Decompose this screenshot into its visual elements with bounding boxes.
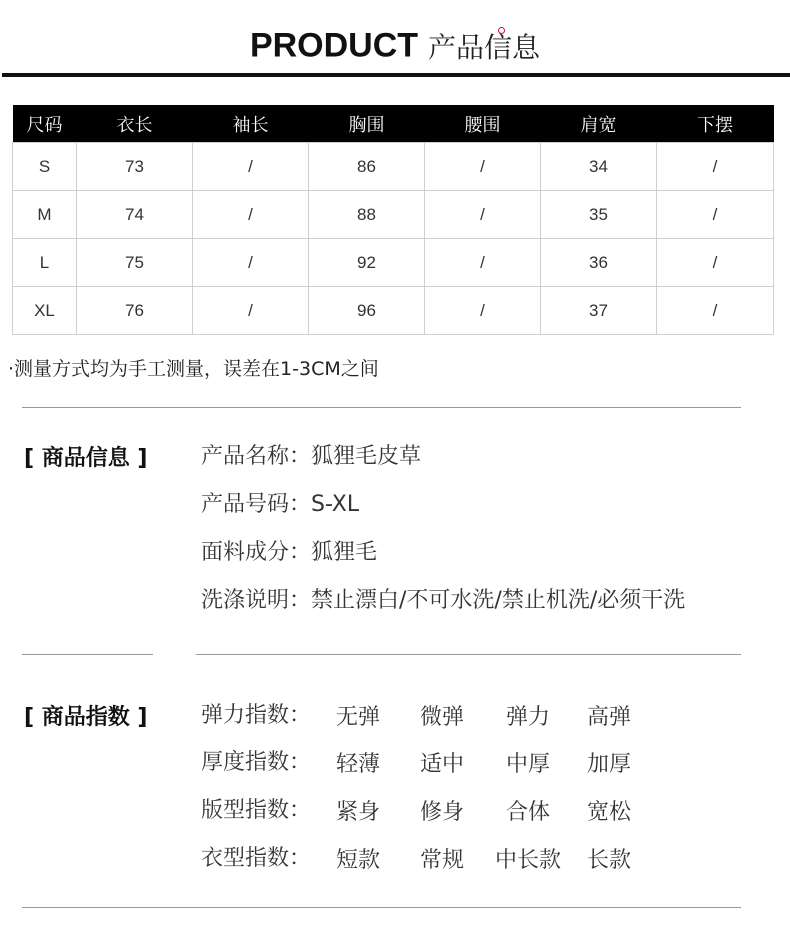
table-cell: /	[657, 239, 774, 287]
index-option: 适中	[420, 752, 465, 777]
index-option-selected: 中厚	[506, 747, 550, 778]
column-header: 肩宽	[541, 105, 657, 143]
info-washing: 洗涤说明：禁止漂白/不可水洗/禁止机洗/必须干洗	[201, 588, 686, 613]
index-option: 加厚	[587, 752, 632, 777]
table-cell: /	[425, 287, 541, 335]
page-title	[0, 26, 790, 66]
info-product-code: 产品号码：S-XL	[201, 492, 360, 517]
table-cell: S	[13, 143, 77, 191]
table-row	[13, 287, 774, 335]
index-label-fit: 版型指数：	[201, 798, 312, 823]
table-row	[13, 143, 774, 191]
table-cell: /	[657, 143, 774, 191]
column-header: 腰围	[425, 105, 541, 143]
table-cell: 37	[541, 287, 657, 335]
index-option-selected: 紧身	[336, 795, 380, 826]
index-option: 轻薄	[336, 752, 381, 777]
table-cell: /	[657, 287, 774, 335]
table-row	[13, 239, 774, 287]
column-header: 胸围	[309, 105, 425, 143]
column-header: 衣长	[77, 105, 193, 143]
title-accent-dot	[498, 27, 505, 34]
table-cell: 88	[309, 191, 425, 239]
table-cell: /	[657, 191, 774, 239]
title-english: PRODUCT	[249, 26, 419, 65]
product-info-label: [ 商品信息 ]	[24, 446, 148, 471]
index-label-elasticity: 弹力指数：	[201, 703, 312, 728]
index-option: 宽松	[587, 800, 632, 825]
table-cell: 76	[77, 287, 193, 335]
measurement-note: ·测量方式均为手工测量，误差在1-3CM之间	[8, 358, 379, 380]
table-cell: M	[13, 191, 77, 239]
info-product-name: 产品名称：狐狸毛皮草	[201, 444, 422, 469]
table-cell: 86	[309, 143, 425, 191]
index-option: 长款	[587, 848, 632, 873]
index-option: 微弹	[420, 705, 465, 730]
table-cell: 35	[541, 191, 657, 239]
table-cell: XL	[13, 287, 77, 335]
table-cell: 34	[541, 143, 657, 191]
table-cell: L	[13, 239, 77, 287]
index-option: 合体	[506, 800, 551, 825]
column-header: 尺码	[13, 105, 77, 143]
section-divider	[22, 407, 741, 408]
table-cell: 96	[309, 287, 425, 335]
table-cell: /	[193, 143, 309, 191]
index-label-thickness: 厚度指数：	[201, 750, 312, 775]
bottom-divider	[22, 907, 741, 908]
table-cell: 92	[309, 239, 425, 287]
size-table	[12, 105, 774, 335]
table-cell: /	[425, 143, 541, 191]
table-cell: /	[425, 239, 541, 287]
index-option: 弹力	[506, 705, 551, 730]
index-option: 修身	[420, 800, 465, 825]
index-option-selected: 中长款	[495, 843, 561, 874]
title-chinese-text: 产品信息	[428, 31, 541, 64]
table-cell: /	[193, 239, 309, 287]
table-cell: 75	[77, 239, 193, 287]
product-index-label: [ 商品指数 ]	[24, 705, 148, 730]
info-fabric: 面料成分：狐狸毛	[201, 540, 378, 565]
index-label-length: 衣型指数：	[201, 846, 312, 871]
table-cell: 36	[541, 239, 657, 287]
index-option: 短款	[336, 848, 381, 873]
column-header: 下摆	[657, 105, 774, 143]
section-divider-right	[196, 654, 741, 655]
section-divider-left	[22, 654, 153, 655]
table-cell: 74	[77, 191, 193, 239]
size-table-header	[13, 105, 774, 143]
table-row	[13, 191, 774, 239]
index-option: 高弹	[587, 705, 632, 730]
column-header: 袖长	[193, 105, 309, 143]
table-cell: /	[193, 287, 309, 335]
index-option-selected: 无弹	[336, 700, 380, 731]
index-option: 常规	[420, 848, 465, 873]
table-cell: /	[193, 191, 309, 239]
table-cell: 73	[77, 143, 193, 191]
title-chinese	[428, 31, 540, 64]
title-divider	[2, 73, 790, 77]
table-cell: /	[425, 191, 541, 239]
